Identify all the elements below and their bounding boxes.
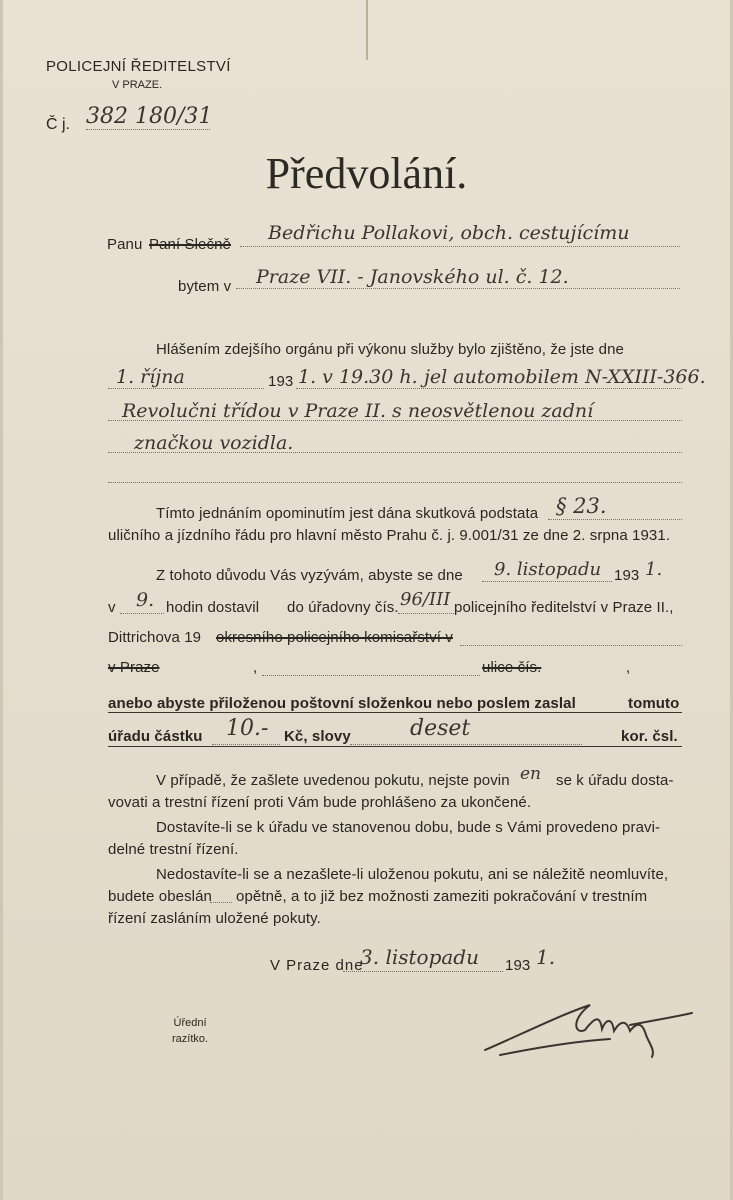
offense-line-1-rule (296, 388, 682, 389)
offense-line-1: jel automobilem N-XXIII-366. (424, 366, 706, 388)
closing-place: V Praze dne (270, 957, 364, 974)
summons-police-hq: policejního ředitelství v Praze II., (454, 599, 674, 616)
report-intro: Hlášením zdejšího orgánu při výkonu služby bylo zjištěno, že jste dne (156, 341, 624, 358)
summons-at-label: v (108, 599, 116, 616)
currency-label: kor. čsl. (621, 728, 678, 745)
fine-amount: 10.- (226, 716, 269, 741)
violation-section-line (548, 519, 682, 520)
offense-line-4-rule (108, 482, 682, 483)
para2-line1: Dostavíte-li se k úřadu ve stanovenou dobu, bude s Vámi provedeno pravi- (156, 819, 661, 836)
offense-line-3-rule (108, 452, 682, 453)
recipient-name: Bedřichu Pollakovi, obch. cestujícímu (268, 222, 630, 244)
stamp-label-2: razítko. (172, 1033, 209, 1045)
summons-hour-text: hodin dostavil (166, 599, 260, 616)
offense-year-printed: 193 (268, 373, 294, 390)
summons-date: 9. listopadu (494, 559, 602, 580)
summons-room: 96/III (400, 589, 451, 610)
official-stamp-area (172, 1015, 208, 1047)
payment-rule-1 (108, 712, 682, 713)
reference-label: Č j. (46, 116, 70, 133)
closing-date: 3. listopadu (360, 945, 479, 969)
fine-words: deset (410, 716, 471, 741)
comma-1: , (253, 659, 258, 676)
stamp-label-1: Úřední (173, 1017, 207, 1029)
summons-room-line (398, 613, 454, 614)
summons-hour: 9. (136, 589, 155, 611)
address-line (236, 288, 680, 289)
offense-year-time: 1. v 19.30 h. (298, 366, 418, 388)
official-signature (480, 995, 700, 1065)
violation-regulation: uličního a jízdního řádu pro hlavní město Prahu č. j. 9.001/31 ze dne 2. srpna 1931. (108, 527, 671, 544)
payment-instruction-b: tomuto (628, 695, 680, 712)
offense-date: 1. října (116, 366, 185, 388)
summons-year-printed: 193 (614, 567, 640, 584)
para1-line1-end: se k úřadu dosta- (556, 772, 674, 789)
office-city: V PRAZE. (112, 79, 163, 91)
summons-struck-street: ulice čís. (482, 659, 542, 676)
paper-fold (366, 0, 368, 60)
address-label: bytem v (178, 278, 232, 295)
para3-line2b: opětně, a to již bez možnosti zameziti pokračování v trestním (236, 888, 648, 905)
para3-line3: řízení zasláním uložené pokuty. (108, 910, 321, 927)
summons-line-a (460, 645, 682, 646)
para2-line2: delné trestní řízení. (108, 841, 239, 858)
offense-line-3: značkou vozidla. (134, 432, 294, 454)
summons-date-line (482, 581, 612, 582)
name-line (240, 246, 680, 247)
summons-office-label: do úřadovny čís. (287, 599, 399, 616)
offense-line-2: Revolučni třídou v Praze II. s neosvětlenou zadní (122, 400, 594, 422)
document-title: Předvolání. (265, 149, 468, 198)
fine-amount-line (212, 744, 280, 745)
summons-intro: Z tohoto důvodu Vás vyzývám, abyste se dne (156, 567, 463, 584)
para1-hand: en (520, 764, 542, 784)
closing-date-line (343, 971, 503, 972)
violation-text: Tímto jednáním opominutím jest dána skutková podstata (156, 505, 539, 522)
summons-struck-commissariat: okresního policejního komisařství v (216, 629, 453, 646)
payment-instruction: anebo abyste přiloženou poštovní složenkou nebo poslem zaslal (108, 695, 576, 712)
offense-line-2-rule (108, 420, 682, 421)
reference-number: 382 180/31 (86, 104, 213, 129)
comma-2: , (626, 659, 631, 676)
office-name: POLICEJNÍ ŘEDITELSTVÍ (46, 58, 231, 75)
summons-struck-prague: v Praze (108, 659, 160, 676)
amount-words-label: Kč, slovy (284, 728, 351, 745)
payment-rule-2 (108, 746, 682, 747)
summons-line-b (262, 675, 480, 676)
para3-blank (210, 902, 232, 903)
summons-hour-line (120, 613, 164, 614)
closing-year: 1. (536, 945, 556, 969)
amount-label: úřadu částku (108, 728, 203, 745)
para3-line2a: budete obeslán (108, 888, 212, 905)
para1-line1: V případě, že zašlete uvedenou pokutu, nejste povin (156, 772, 510, 789)
recipient-address: Praze VII. - Janovského ul. č. 12. (256, 266, 569, 288)
salutation-label: Panu (107, 236, 143, 253)
offense-date-line (108, 388, 264, 389)
violation-section: § 23. (556, 494, 607, 518)
summons-year: 1. (645, 559, 663, 580)
salutation-struck: Paní Slečně (149, 236, 231, 253)
fine-words-line (350, 744, 582, 745)
para3-line1: Nedostavíte-li se a nezašlete-li uloženou pokutu, ani se náležitě neomluvíte, (156, 866, 669, 883)
para1-line2: vovati a trestní řízení proti Vám bude prohlášeno za ukončené. (108, 794, 532, 811)
closing-year-printed: 193 (505, 957, 531, 974)
summons-address: Dittrichova 19 (108, 629, 202, 646)
